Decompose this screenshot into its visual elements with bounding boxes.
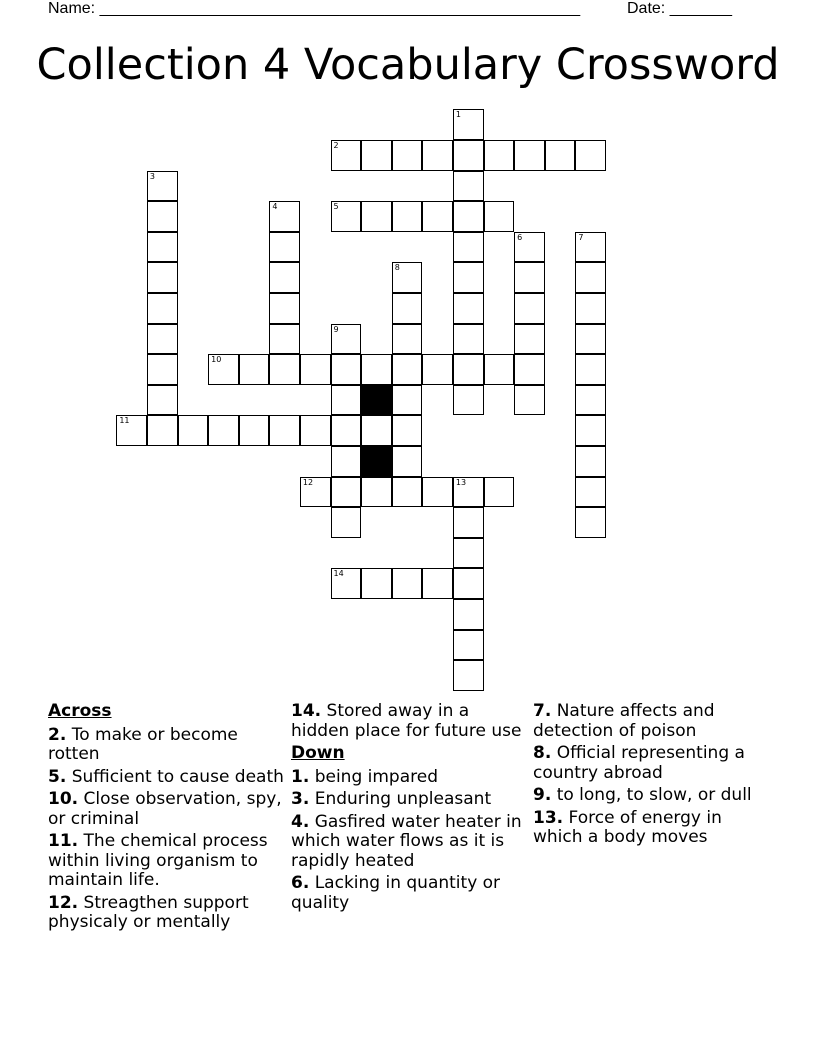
grid-cell[interactable] <box>453 507 484 538</box>
grid-cell[interactable] <box>269 354 300 385</box>
clue-text: Gasfired water heater in which water flows as it is rapidly heated <box>291 811 522 871</box>
clue-number: 8. <box>533 743 552 763</box>
clue-number-label: 3 <box>149 171 155 181</box>
grid-cell[interactable] <box>453 262 484 293</box>
grid-cell[interactable] <box>361 140 392 171</box>
clue-down-13 <box>533 809 769 848</box>
grid-cell[interactable] <box>575 262 606 293</box>
grid-cell[interactable] <box>392 415 423 446</box>
grid-cell[interactable] <box>239 354 270 385</box>
clue-across-11 <box>48 832 284 891</box>
grid-cell[interactable] <box>453 324 484 355</box>
grid-cell[interactable] <box>392 477 423 508</box>
clue-number: 4. <box>291 811 310 832</box>
grid-cell[interactable] <box>575 415 606 446</box>
grid-cell[interactable] <box>331 385 362 416</box>
grid-cell[interactable] <box>300 354 331 385</box>
page-title: Collection 4 Vocabulary Crossword <box>36 40 780 90</box>
clue-text: To make or become rotten <box>48 724 238 764</box>
grid-cell[interactable] <box>453 140 484 171</box>
grid-cell[interactable] <box>514 324 545 355</box>
grid-cell[interactable] <box>147 262 178 293</box>
clue-across-10 <box>48 790 284 829</box>
grid-cell[interactable] <box>331 446 362 477</box>
grid-cell[interactable] <box>484 477 515 508</box>
grid-cell[interactable] <box>331 354 362 385</box>
clues-column-1 <box>48 702 284 936</box>
clue-number: 11. <box>48 831 79 851</box>
grid-cell[interactable] <box>361 477 392 508</box>
clue-text: Sufficient to cause death <box>71 766 284 787</box>
grid-cell[interactable] <box>422 477 453 508</box>
clue-text: to long, to slow, or dull <box>556 785 752 805</box>
grid-cell[interactable] <box>392 568 423 599</box>
clue-number: 13. <box>533 807 564 828</box>
grid-cell[interactable] <box>269 324 300 355</box>
grid-cell[interactable] <box>422 568 453 599</box>
grid-cell[interactable] <box>147 385 178 416</box>
grid-cell[interactable] <box>239 415 270 446</box>
clue-number-label: 1 <box>455 110 461 120</box>
grid-cell[interactable] <box>575 232 606 263</box>
clue-number: 10. <box>48 789 79 809</box>
grid-cell[interactable] <box>453 201 484 232</box>
grid-cell[interactable] <box>453 660 484 691</box>
grid-cell[interactable] <box>453 171 484 202</box>
grid-cell[interactable] <box>361 568 392 599</box>
clues-column-3 <box>533 702 769 851</box>
clue-text: Streagthen support physicaly or mentally <box>48 892 249 932</box>
grid-cell[interactable] <box>300 477 331 508</box>
grid-block-cell <box>361 385 392 416</box>
grid-cell[interactable] <box>392 201 423 232</box>
clue-number: 5. <box>48 766 67 787</box>
grid-cell[interactable] <box>392 262 423 293</box>
grid-cell[interactable] <box>269 201 300 232</box>
clue-text: being impared <box>314 766 439 787</box>
grid-cell[interactable] <box>453 599 484 630</box>
grid-cell[interactable] <box>300 415 331 446</box>
grid-cell[interactable] <box>147 232 178 263</box>
clue-number-label: 2 <box>333 140 339 150</box>
clue-across-12 <box>48 894 284 933</box>
grid-cell[interactable] <box>545 140 576 171</box>
clue-down-1 <box>291 768 527 788</box>
grid-cell[interactable] <box>484 354 515 385</box>
grid-cell[interactable] <box>147 293 178 324</box>
down-heading: Down <box>291 743 345 763</box>
grid-cell[interactable] <box>453 109 484 140</box>
grid-cell[interactable] <box>269 262 300 293</box>
clue-down-9 <box>533 786 769 806</box>
clue-across-14 <box>291 702 527 741</box>
clue-number-label: 5 <box>333 202 339 212</box>
grid-cell[interactable] <box>514 293 545 324</box>
grid-cell[interactable] <box>392 354 423 385</box>
clue-number: 9. <box>533 785 552 805</box>
clue-across-2 <box>48 726 284 765</box>
grid-cell[interactable] <box>514 232 545 263</box>
grid-cell[interactable] <box>422 201 453 232</box>
grid-cell[interactable] <box>575 385 606 416</box>
grid-cell[interactable] <box>147 415 178 446</box>
grid-cell[interactable] <box>361 201 392 232</box>
clue-number: 1. <box>291 766 310 787</box>
grid-cell[interactable] <box>453 477 484 508</box>
grid-cell[interactable] <box>269 293 300 324</box>
clue-number-label: 6 <box>517 232 523 242</box>
clue-text: Close observation, spy, or criminal <box>48 789 282 829</box>
clue-text: The chemical process within living organism to maintain life. <box>48 831 268 890</box>
clue-number-label: 8 <box>394 263 400 273</box>
clue-text: Force of energy in which a body moves <box>533 807 722 847</box>
clue-text: Enduring unpleasant <box>314 789 492 809</box>
grid-cell[interactable] <box>331 477 362 508</box>
grid-cell[interactable] <box>484 140 515 171</box>
grid-cell[interactable] <box>269 415 300 446</box>
clue-number-label: 9 <box>333 324 339 334</box>
grid-cell[interactable] <box>331 201 362 232</box>
clue-text: Nature affects and detection of poison <box>533 701 715 741</box>
grid-cell[interactable] <box>575 140 606 171</box>
name-line[interactable]: Name: ______________________________________________________ <box>48 0 581 17</box>
grid-cell[interactable] <box>361 354 392 385</box>
grid-cell[interactable] <box>453 385 484 416</box>
grid-cell[interactable] <box>575 477 606 508</box>
clue-number-label: 11 <box>119 416 130 426</box>
grid-cell[interactable] <box>453 232 484 263</box>
grid-cell[interactable] <box>208 415 239 446</box>
grid-cell[interactable] <box>422 140 453 171</box>
clue-across-5 <box>48 768 284 788</box>
grid-cell[interactable] <box>392 446 423 477</box>
grid-cell[interactable] <box>392 324 423 355</box>
grid-cell[interactable] <box>453 630 484 661</box>
clue-number-label: 7 <box>578 232 584 242</box>
grid-cell[interactable] <box>392 293 423 324</box>
grid-cell[interactable] <box>514 140 545 171</box>
grid-cell[interactable] <box>453 538 484 569</box>
clue-text: Official representing a country abroad <box>533 743 745 783</box>
grid-block-cell <box>361 446 392 477</box>
clue-text: Stored away in a hidden place for future use <box>291 701 522 741</box>
clue-number: 12. <box>48 892 79 913</box>
grid-cell[interactable] <box>208 354 239 385</box>
clue-down-8 <box>533 744 769 783</box>
clue-number-label: 10 <box>211 355 222 365</box>
clue-down-7 <box>533 702 769 741</box>
grid-cell[interactable] <box>514 385 545 416</box>
clue-down-6 <box>291 874 527 913</box>
grid-cell[interactable] <box>392 385 423 416</box>
grid-cell[interactable] <box>392 140 423 171</box>
clue-number-label: 4 <box>272 202 278 212</box>
grid-cell[interactable] <box>269 232 300 263</box>
grid-cell[interactable] <box>147 201 178 232</box>
clue-number: 3. <box>291 789 310 809</box>
grid-cell[interactable] <box>331 140 362 171</box>
across-heading: Across <box>48 701 112 721</box>
grid-cell[interactable] <box>331 507 362 538</box>
grid-cell[interactable] <box>422 354 453 385</box>
clue-number: 7. <box>533 701 552 721</box>
grid-cell[interactable] <box>178 415 209 446</box>
grid-cell[interactable] <box>331 324 362 355</box>
grid-cell[interactable] <box>453 568 484 599</box>
clue-number-label: 13 <box>455 477 467 487</box>
grid-cell[interactable] <box>575 507 606 538</box>
clues-column-2 <box>291 702 527 916</box>
grid-cell[interactable] <box>575 293 606 324</box>
grid-cell[interactable] <box>116 415 147 446</box>
grid-cell[interactable] <box>361 415 392 446</box>
grid-cell[interactable] <box>484 201 515 232</box>
grid-cell[interactable] <box>575 446 606 477</box>
clue-down-4 <box>291 813 527 872</box>
clue-text: Lacking in quantity or quality <box>291 873 501 913</box>
clue-number-label: 14 <box>333 569 344 579</box>
grid-cell[interactable] <box>147 324 178 355</box>
clue-down-3 <box>291 790 527 810</box>
grid-cell[interactable] <box>453 354 484 385</box>
clue-number: 2. <box>48 724 67 745</box>
grid-cell[interactable] <box>453 293 484 324</box>
date-line[interactable]: Date: _______ <box>627 0 732 17</box>
grid-cell[interactable] <box>514 262 545 293</box>
grid-cell[interactable] <box>575 324 606 355</box>
grid-cell[interactable] <box>514 354 545 385</box>
grid-cell[interactable] <box>331 568 362 599</box>
clue-number: 14. <box>291 701 322 721</box>
clue-number: 6. <box>291 873 310 893</box>
grid-cell[interactable] <box>331 415 362 446</box>
grid-cell[interactable] <box>147 354 178 385</box>
clue-number-label: 12 <box>302 477 314 487</box>
grid-cell[interactable] <box>147 171 178 202</box>
grid-cell[interactable] <box>575 354 606 385</box>
